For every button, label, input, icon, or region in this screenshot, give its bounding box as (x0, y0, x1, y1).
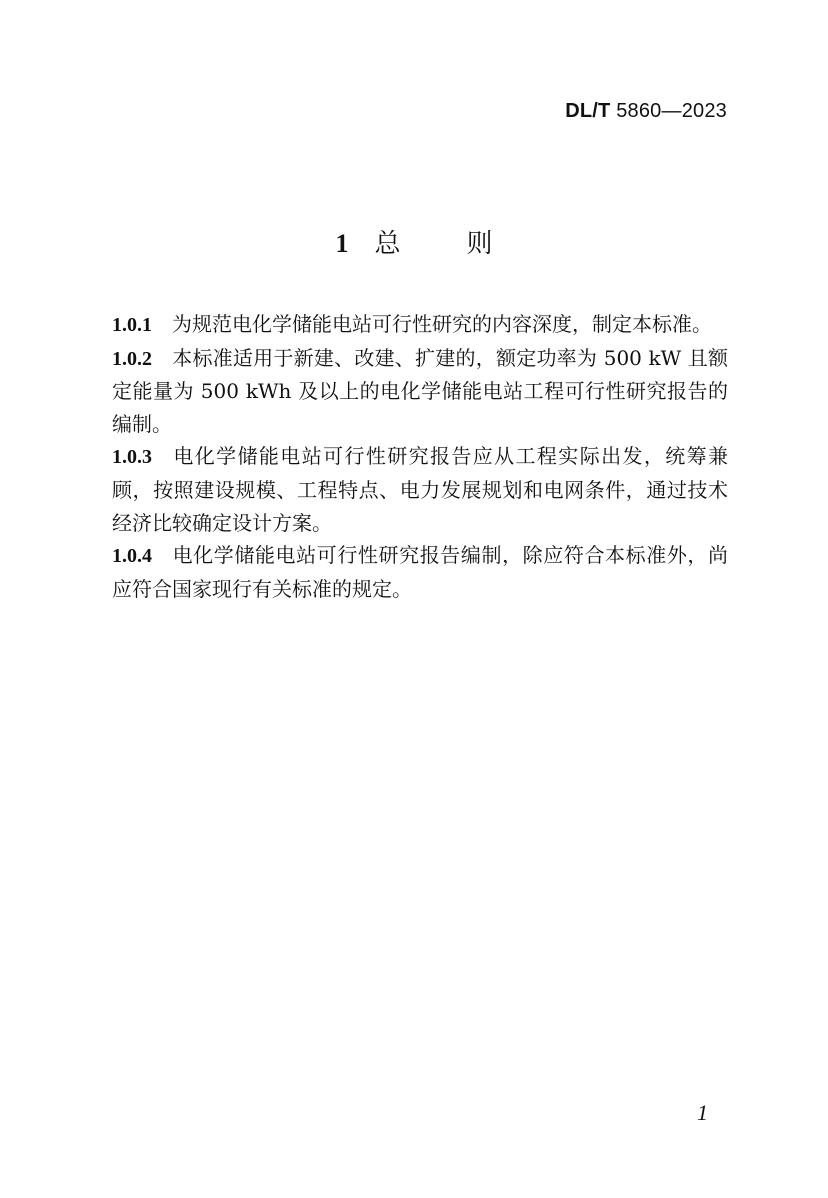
page-number: 1 (697, 1100, 708, 1125)
clause-number: 1.0.3 (112, 446, 152, 469)
clause-number: 1.0.2 (112, 347, 152, 370)
clause-1-0-4 (112, 539, 728, 605)
standard-code (565, 100, 727, 123)
chapter-title-char-2: 则 (466, 229, 493, 259)
chapter-number: 1 (335, 229, 349, 258)
standard-prefix: DL/T (565, 100, 611, 122)
clause-list (112, 308, 728, 605)
clause-1-0-1 (112, 308, 728, 342)
clause-text: 为规范电化学储能电站可行性研究的内容深度，制定本标准。 (172, 312, 712, 336)
clause-text: 电化学储能电站可行性研究报告应从工程实际出发，统筹兼顾，按照建设规模、工程特点、电力发展规划和电网条件，通过技术经济比较确定设计方案。 (112, 444, 728, 535)
standard-number: 5860—2023 (616, 100, 727, 122)
chapter-title (0, 226, 828, 262)
clause-1-0-2 (112, 342, 728, 441)
clause-number: 1.0.4 (112, 545, 152, 568)
clause-number: 1.0.1 (112, 314, 152, 336)
clause-text: 本标准适用于新建、改建、扩建的，额定功率为 500 kW 且额定能量为 500 kWh 及以上的电化学储能电站工程可行性研究报告的编制。 (112, 345, 728, 436)
clause-text: 电化学储能电站可行性研究报告编制，除应符合本标准外，尚应符合国家现行有关标准的规定。 (112, 543, 728, 601)
chapter-title-char-1: 总 (374, 229, 401, 259)
clause-1-0-3 (112, 440, 728, 539)
